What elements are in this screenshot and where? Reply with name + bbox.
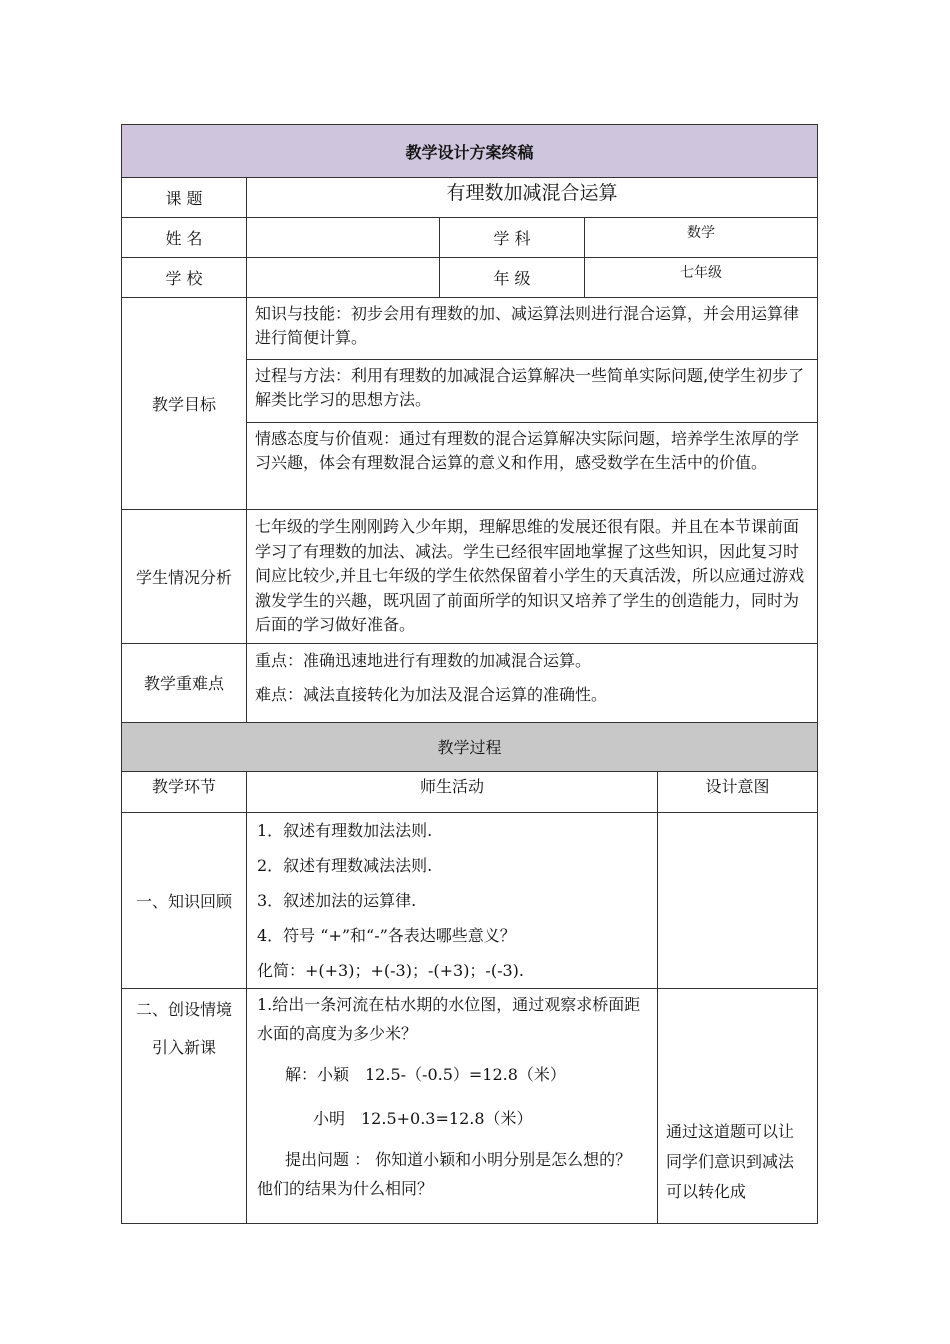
step2-row — [122, 988, 818, 1223]
goal-row-1 — [122, 298, 818, 360]
step1-line-4: 4．符号 “+”和“-”各表达哪些意义？ — [257, 925, 516, 945]
step1-line-5: 化简：+(+3)；+(-3)；-(+3)；-(-3). — [257, 960, 524, 980]
subject-value: 数学 — [585, 218, 818, 258]
step2-solution-2: 小明 12.5+0.3=12.8（米） — [313, 1108, 533, 1128]
grade-value: 七年级 — [585, 258, 818, 298]
process-title: 教学过程 — [122, 722, 818, 771]
col-intent-header: 设计意图 — [658, 771, 818, 812]
keypoints-label: 教学重难点 — [122, 643, 247, 722]
step2-intent: 通过这道题可以让同学们意识到减法可以转化成 — [658, 988, 818, 1223]
header-row — [122, 125, 818, 178]
step1-row — [122, 812, 818, 988]
name-value — [247, 218, 440, 258]
step2-problem: 1.给出一条河流在枯水期的水位图，通过观察求桥面距水面的高度为多少米？ — [257, 994, 641, 1043]
step1-line-2: 2．叙述有理数减法法则. — [257, 855, 433, 875]
name-row — [122, 218, 818, 258]
analysis-label: 学生情况分析 — [122, 510, 247, 644]
step1-line-1: 1．叙述有理数加法法则. — [257, 820, 433, 840]
step2-label — [122, 988, 247, 1223]
header-title: 教学设计方案终稿 — [122, 125, 818, 178]
process-title-row — [122, 722, 818, 771]
keypoint-difficult: 难点：减法直接转化为加法及混合运算的准确性。 — [255, 684, 608, 704]
keypoints-row — [122, 643, 818, 722]
school-label: 学 校 — [122, 258, 247, 298]
analysis-text: 七年级的学生刚刚跨入少年期，理解思维的发展还很有限。并且在本节课前面学习了有理数的加法、减法。学生已经很牢固地掌握了这些知识，因此复习时间应比较少,并且七年级的学生依然保留着小学生的天真活泼，所以应通过游戏激发学生的兴趣，既巩固了前面所学的知识又培养了学生的创造能力，同时为后面的学习做好准备。 — [247, 510, 818, 644]
step2-question: 提出问题 ： 你知道小颖和小明分别是怎么想的？他们的结果为什么相同？ — [257, 1149, 632, 1198]
step2-label-line1: 二、创设情境 — [135, 999, 232, 1019]
goal-knowledge: 知识与技能：初步会用有理数的加、减运算法则进行混合运算，并会用运算律进行简便计算。 — [247, 298, 818, 360]
step1-label: 一、知识回顾 — [122, 812, 247, 988]
keypoint-key: 重点：准确迅速地进行有理数的加减混合运算。 — [255, 650, 592, 670]
lesson-plan-table — [121, 124, 818, 1224]
lesson-plan-document — [121, 124, 817, 1224]
topic-label: 课 题 — [122, 178, 247, 218]
school-value — [247, 258, 440, 298]
step1-activity — [247, 812, 658, 988]
subject-label: 学 科 — [440, 218, 585, 258]
col-activity-header: 师生活动 — [247, 771, 658, 812]
school-row — [122, 258, 818, 298]
grade-label: 年 级 — [440, 258, 585, 298]
step2-label-line2: 引入新课 — [151, 1037, 216, 1057]
goals-label: 教学目标 — [122, 298, 247, 510]
keypoints-cell — [247, 643, 818, 722]
name-label: 姓 名 — [122, 218, 247, 258]
topic-row — [122, 178, 818, 218]
step2-activity — [247, 988, 658, 1223]
topic-value: 有理数加减混合运算 — [247, 178, 818, 218]
step1-line-3: 3．叙述加法的运算律. — [257, 890, 417, 910]
goal-process: 过程与方法：利用有理数的加减混合运算解决一些简单实际问题,使学生初步了解类比学习的思想方法。 — [247, 360, 818, 423]
analysis-row — [122, 510, 818, 644]
step1-intent — [658, 812, 818, 988]
goal-attitude: 情感态度与价值观：通过有理数的混合运算解决实际问题，培养学生浓厚的学习兴趣，体会有理数混合运算的意义和作用，感受数学在生活中的价值。 — [247, 423, 818, 510]
col-step-header: 教学环节 — [122, 771, 247, 812]
process-header-row — [122, 771, 818, 812]
step2-solution-1: 解：小颖 12.5-（-0.5）=12.8（米） — [285, 1064, 566, 1084]
